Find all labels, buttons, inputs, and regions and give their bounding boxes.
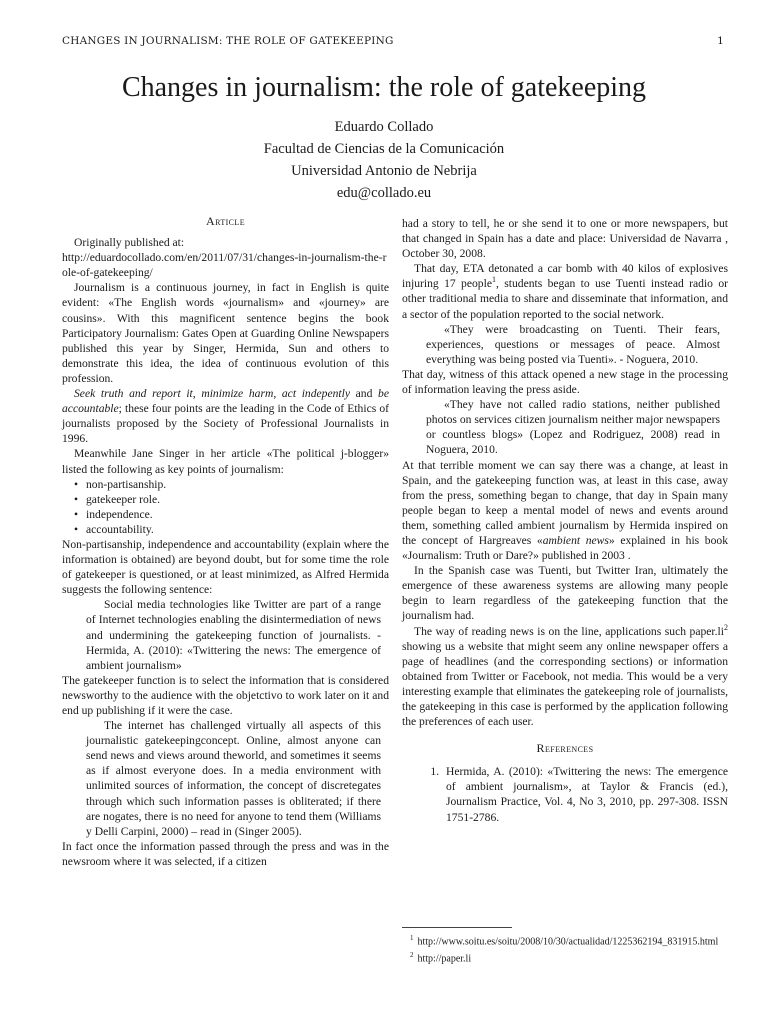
italic-phrase: be accountable bbox=[62, 387, 389, 416]
section-heading-references: References bbox=[536, 741, 594, 756]
section-heading-article: Article bbox=[206, 214, 245, 228]
paragraph-text: The way of reading news is on the line, applications such paper.li bbox=[414, 624, 724, 638]
footnote-url[interactable]: http://paper.li bbox=[417, 953, 472, 965]
paper-title: Changes in journalism: the role of gatekeeping bbox=[121, 72, 647, 103]
footnote-mark: 1 bbox=[410, 934, 414, 942]
references-list bbox=[402, 764, 728, 824]
paragraph-text: , students began to use Tuenti instead radio or other traditional media to share and disseminate that information, and a sector of the population reported to the social network. bbox=[402, 277, 728, 321]
paragraph-ethics bbox=[62, 386, 389, 446]
right-column bbox=[402, 216, 728, 825]
author-email: edu@collado.eu bbox=[336, 185, 432, 201]
paragraph-paperli bbox=[402, 624, 728, 730]
paragraph: Meanwhile Jane Singer in her article «The political j-blogger» listed the following as key points of journalism: bbox=[62, 447, 389, 476]
list-item: • non-partisanship. bbox=[76, 477, 389, 492]
author-faculty: Facultad de Ciencias de la Comunicación bbox=[263, 141, 505, 157]
paragraph: In the Spanish case was Tuenti, but Twitter Iran, ultimately the emergence of these awareness systems are allowing many people begin to learn regardless of the gatekeeping function that the journalism had. bbox=[402, 564, 728, 623]
paragraph-ambient bbox=[402, 458, 728, 564]
footnotes bbox=[402, 927, 728, 967]
paragraph: had a story to tell, he or she send it to one or more newspapers, but that changed in Spain has a date and place: Universidad de Navarra , October 30, 2008. bbox=[402, 217, 728, 261]
list-item: • gatekeeper role. bbox=[76, 492, 389, 507]
list-item: • accountability. bbox=[76, 522, 389, 537]
left-column bbox=[62, 214, 389, 869]
origin-url[interactable]: http://eduardocollado.com/en/2011/07/31/changes-in-journalism-the-role-of-gatekeeping/ bbox=[62, 251, 387, 280]
paragraph: In fact once the information passed through the press and was in the newsroom where it was selected, if a citizen bbox=[62, 839, 389, 868]
paragraph-text: That day, ETA detonated a car bomb with 40 kilos of explosives injuring 17 people bbox=[402, 262, 728, 291]
title-block bbox=[0, 70, 768, 204]
paragraph-text: ; these four points are the leading in the Code of Ethics of journalists proposed by the Society of Professional Journalists in 1996. bbox=[62, 402, 389, 446]
paragraph: Journalism is a continuous journey, in fact in English is quite evident: «The English words «journalism» and «journey» are cousins». With this magnificent sentence begins the book Participatory Journalism: Gates Open at Guarding Online Newspapers published this year by Singer, Hermida, Sun and others to demonstrate this idea, the idea of continuous evolution of this profession. bbox=[62, 281, 389, 385]
author-name: Eduardo Collado bbox=[334, 119, 434, 135]
footnote-ref[interactable]: 2 bbox=[724, 622, 728, 632]
author-university: Universidad Antonio de Nebrija bbox=[291, 163, 477, 179]
author-block bbox=[0, 116, 768, 204]
list-item: • independence. bbox=[76, 507, 389, 522]
paragraph-text: At that terrible moment we can say there was a change, at least in Spain, and the gatekeeping function was, at least in this case, away from the press, something began to change, that day in Spain many people began to keep a mental model of news and events around them, something called ambient journalism by Hermida inspired on the concept of Hargreaves « bbox=[402, 458, 728, 547]
footnote-mark: 2 bbox=[410, 951, 414, 960]
connector-text: and bbox=[350, 387, 379, 401]
footnote-rule bbox=[402, 927, 512, 928]
origin-text: Originally published at: bbox=[74, 236, 185, 250]
block-quote: «They were broadcasting on Tuenti. Their fears, experiences, questions or messages of peace. Almost everything was being posted via Tuenti». - Noguera, 2010. bbox=[426, 322, 720, 366]
block-quote: «They have not called radio stations, neither published photos on services citizen journalism neither major newspapers or countless blogs» (Lopez and Rodriguez, 2008) read in Noguera, 2010. bbox=[426, 398, 720, 457]
footnote-url[interactable]: http://www.soitu.es/soitu/2008/10/30/actualidad/1225362194_831915.html bbox=[417, 936, 719, 948]
paragraph-text: showing us a website that might seem any online newspaper offers a page of headlines (and the corresponding sections) or information obtained from Twitter or Facebook, not media. This would be a very interesting example that eliminates the gatekeeping role of journalists, the gatekeeping in this case is performed by the application following the preferences of each user. bbox=[402, 639, 728, 729]
paragraph-origin bbox=[62, 235, 389, 250]
footnote bbox=[402, 949, 728, 965]
footnote-ref[interactable]: 1 bbox=[491, 275, 496, 285]
paragraph-text: » explained in his book «Journalism: Truth or Dare?» published in 2003 . bbox=[402, 533, 728, 563]
italic-phrase: Seek truth and report it, minimize harm, act indepently bbox=[74, 387, 350, 401]
paragraph: The gatekeeper function is to select the information that is considered newsworthy to the audience with the objetctivo to work later on it and end up publishing if it were the case. bbox=[62, 673, 389, 717]
paragraph-eta bbox=[402, 261, 728, 321]
footnote bbox=[402, 932, 728, 948]
running-head bbox=[62, 35, 724, 51]
block-quote: The internet has challenged virtually all aspects of this journalistic gatekeepingconcept. Online, almost anyone can send news and views around theworld, and sometimes it seems as if almost everyone does. In a media environment with unlimited sources of information, the concept of discretegates through which such information passes is obliterated; if there are nogates, there is no need for anyone to tend them (Williams y Delli Carpini, 2000) – read in (Singer 2005). bbox=[86, 719, 381, 838]
key-points-list bbox=[62, 477, 389, 537]
page-number: 1 bbox=[717, 35, 724, 47]
paragraph: Non-partisanship, independence and accountability (explain where the information is obtained) are beyond doubt, but for some time the role of gatekeeper is questioned, or at least minimized, as Alfred Hermida suggests the following sentence: bbox=[62, 537, 389, 597]
reference-item: 1. Hermida, A. (2010): «Twittering the news: The emergence of ambient journalism», at Taylor & Francis (ed.), Journalism Practice, Vol. 4, No 3, 2010, pp. 297-308. ISSN 1751-2786. bbox=[442, 764, 728, 824]
running-head-title: CHANGES IN JOURNALISM: THE ROLE OF GATEKEEPING bbox=[62, 35, 394, 47]
block-quote: Social media technologies like Twitter are part of a range of Internet technologies enabling the disintermediation of news and undermining the gatekeeping function of journalists. - Hermida, A. (2010): «Twittering the news: The emergence of ambient journalism» bbox=[86, 598, 381, 672]
italic-phrase: ambient news bbox=[542, 533, 609, 547]
paragraph: That day, witness of this attack opened a new stage in the processing of information leaving the press aside. bbox=[402, 367, 728, 397]
